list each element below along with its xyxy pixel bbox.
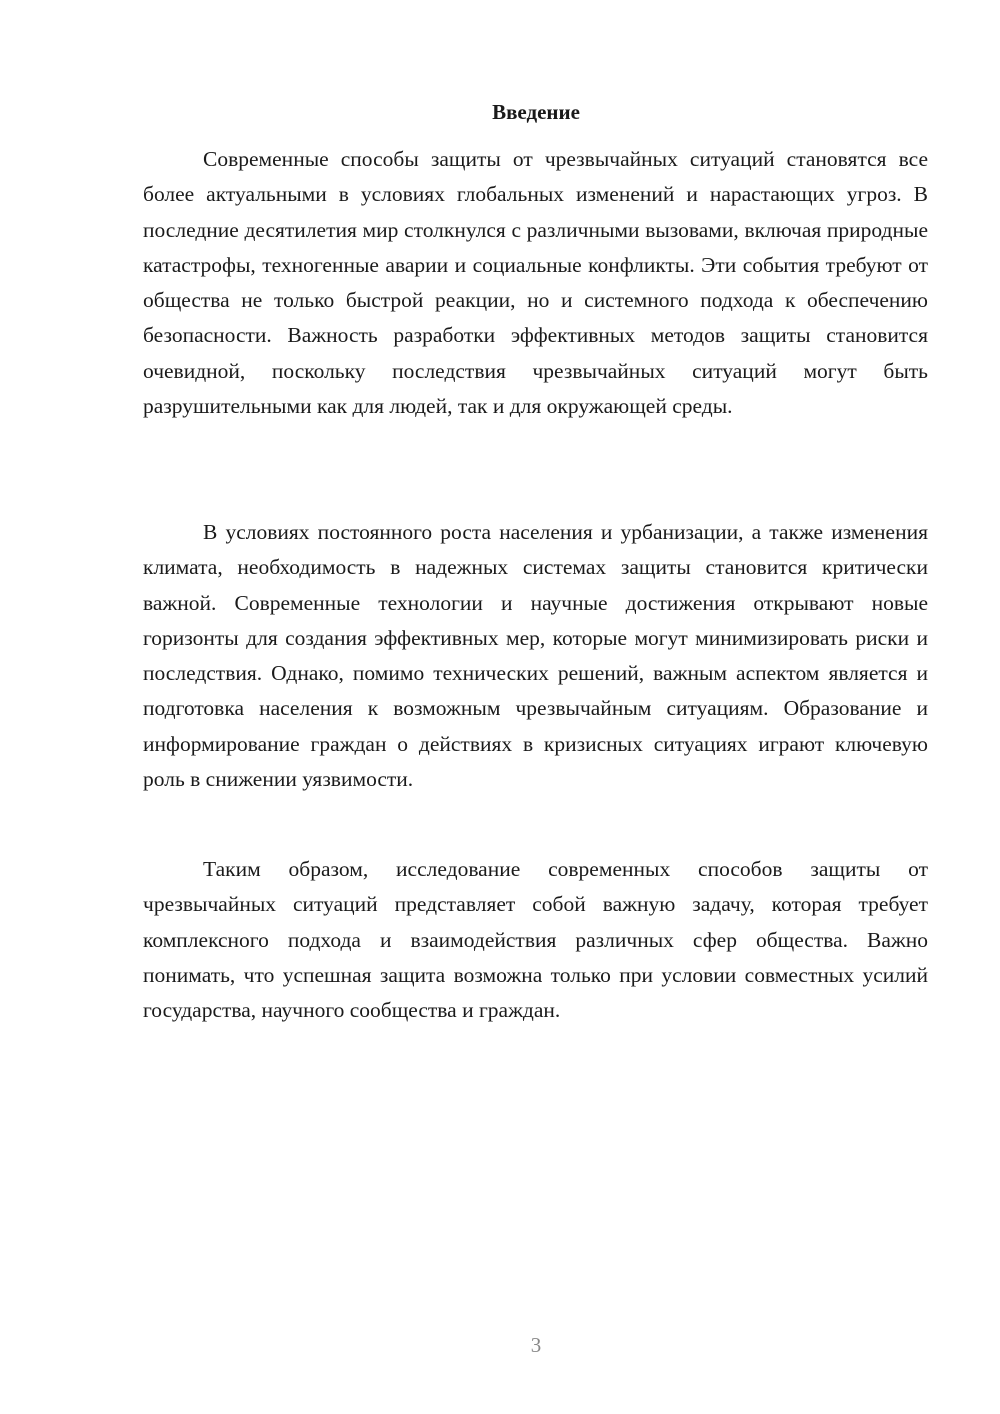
page-number: 3 [530, 1333, 542, 1357]
paragraph-1: Современные способы защиты от чрезвычайных ситуаций становятся все более актуальными в условиях глобальных изменений и нарастающих угроз. В последние десятилетия мир столкнулся с различными вызовами, включая природные катастрофы, техногенные аварии и социальные конфликты. Эти события требуют от общества не только быстрой реакции, но и системного подхода к обеспечению безопасности. Важность разработки эффективных методов защиты становится очевидной, поскольку последствия чрезвычайных ситуаций могут быть разрушительными как для людей, так и для окружающей среды. [143, 147, 928, 419]
paragraph-2: В условиях постоянного роста населения и урбанизации, а также изменения климата, необходимость в надежных системах защиты становится критически важной. Современные технологии и научные достижения открывают новые горизонты для создания эффективных мер, которые могут минимизировать риски и последствия. Однако, помимо технических решений, важным аспектом является и подготовка населения к возможным чрезвычайным ситуациям. Образование и информирование граждан о действиях в кризисных ситуациях играют ключевую роль в снижении уязвимости. [143, 520, 928, 792]
section-heading: Введение [492, 100, 580, 124]
paragraph-3: Таким образом, исследование современных способов защиты от чрезвычайных ситуаций представляет собой важную задачу, которая требует комплексного подхода и взаимодействия различных сфер общества. Важно понимать, что успешная защита возможна только при условии совместных усилий государства, научного сообщества и граждан. [143, 857, 928, 1023]
